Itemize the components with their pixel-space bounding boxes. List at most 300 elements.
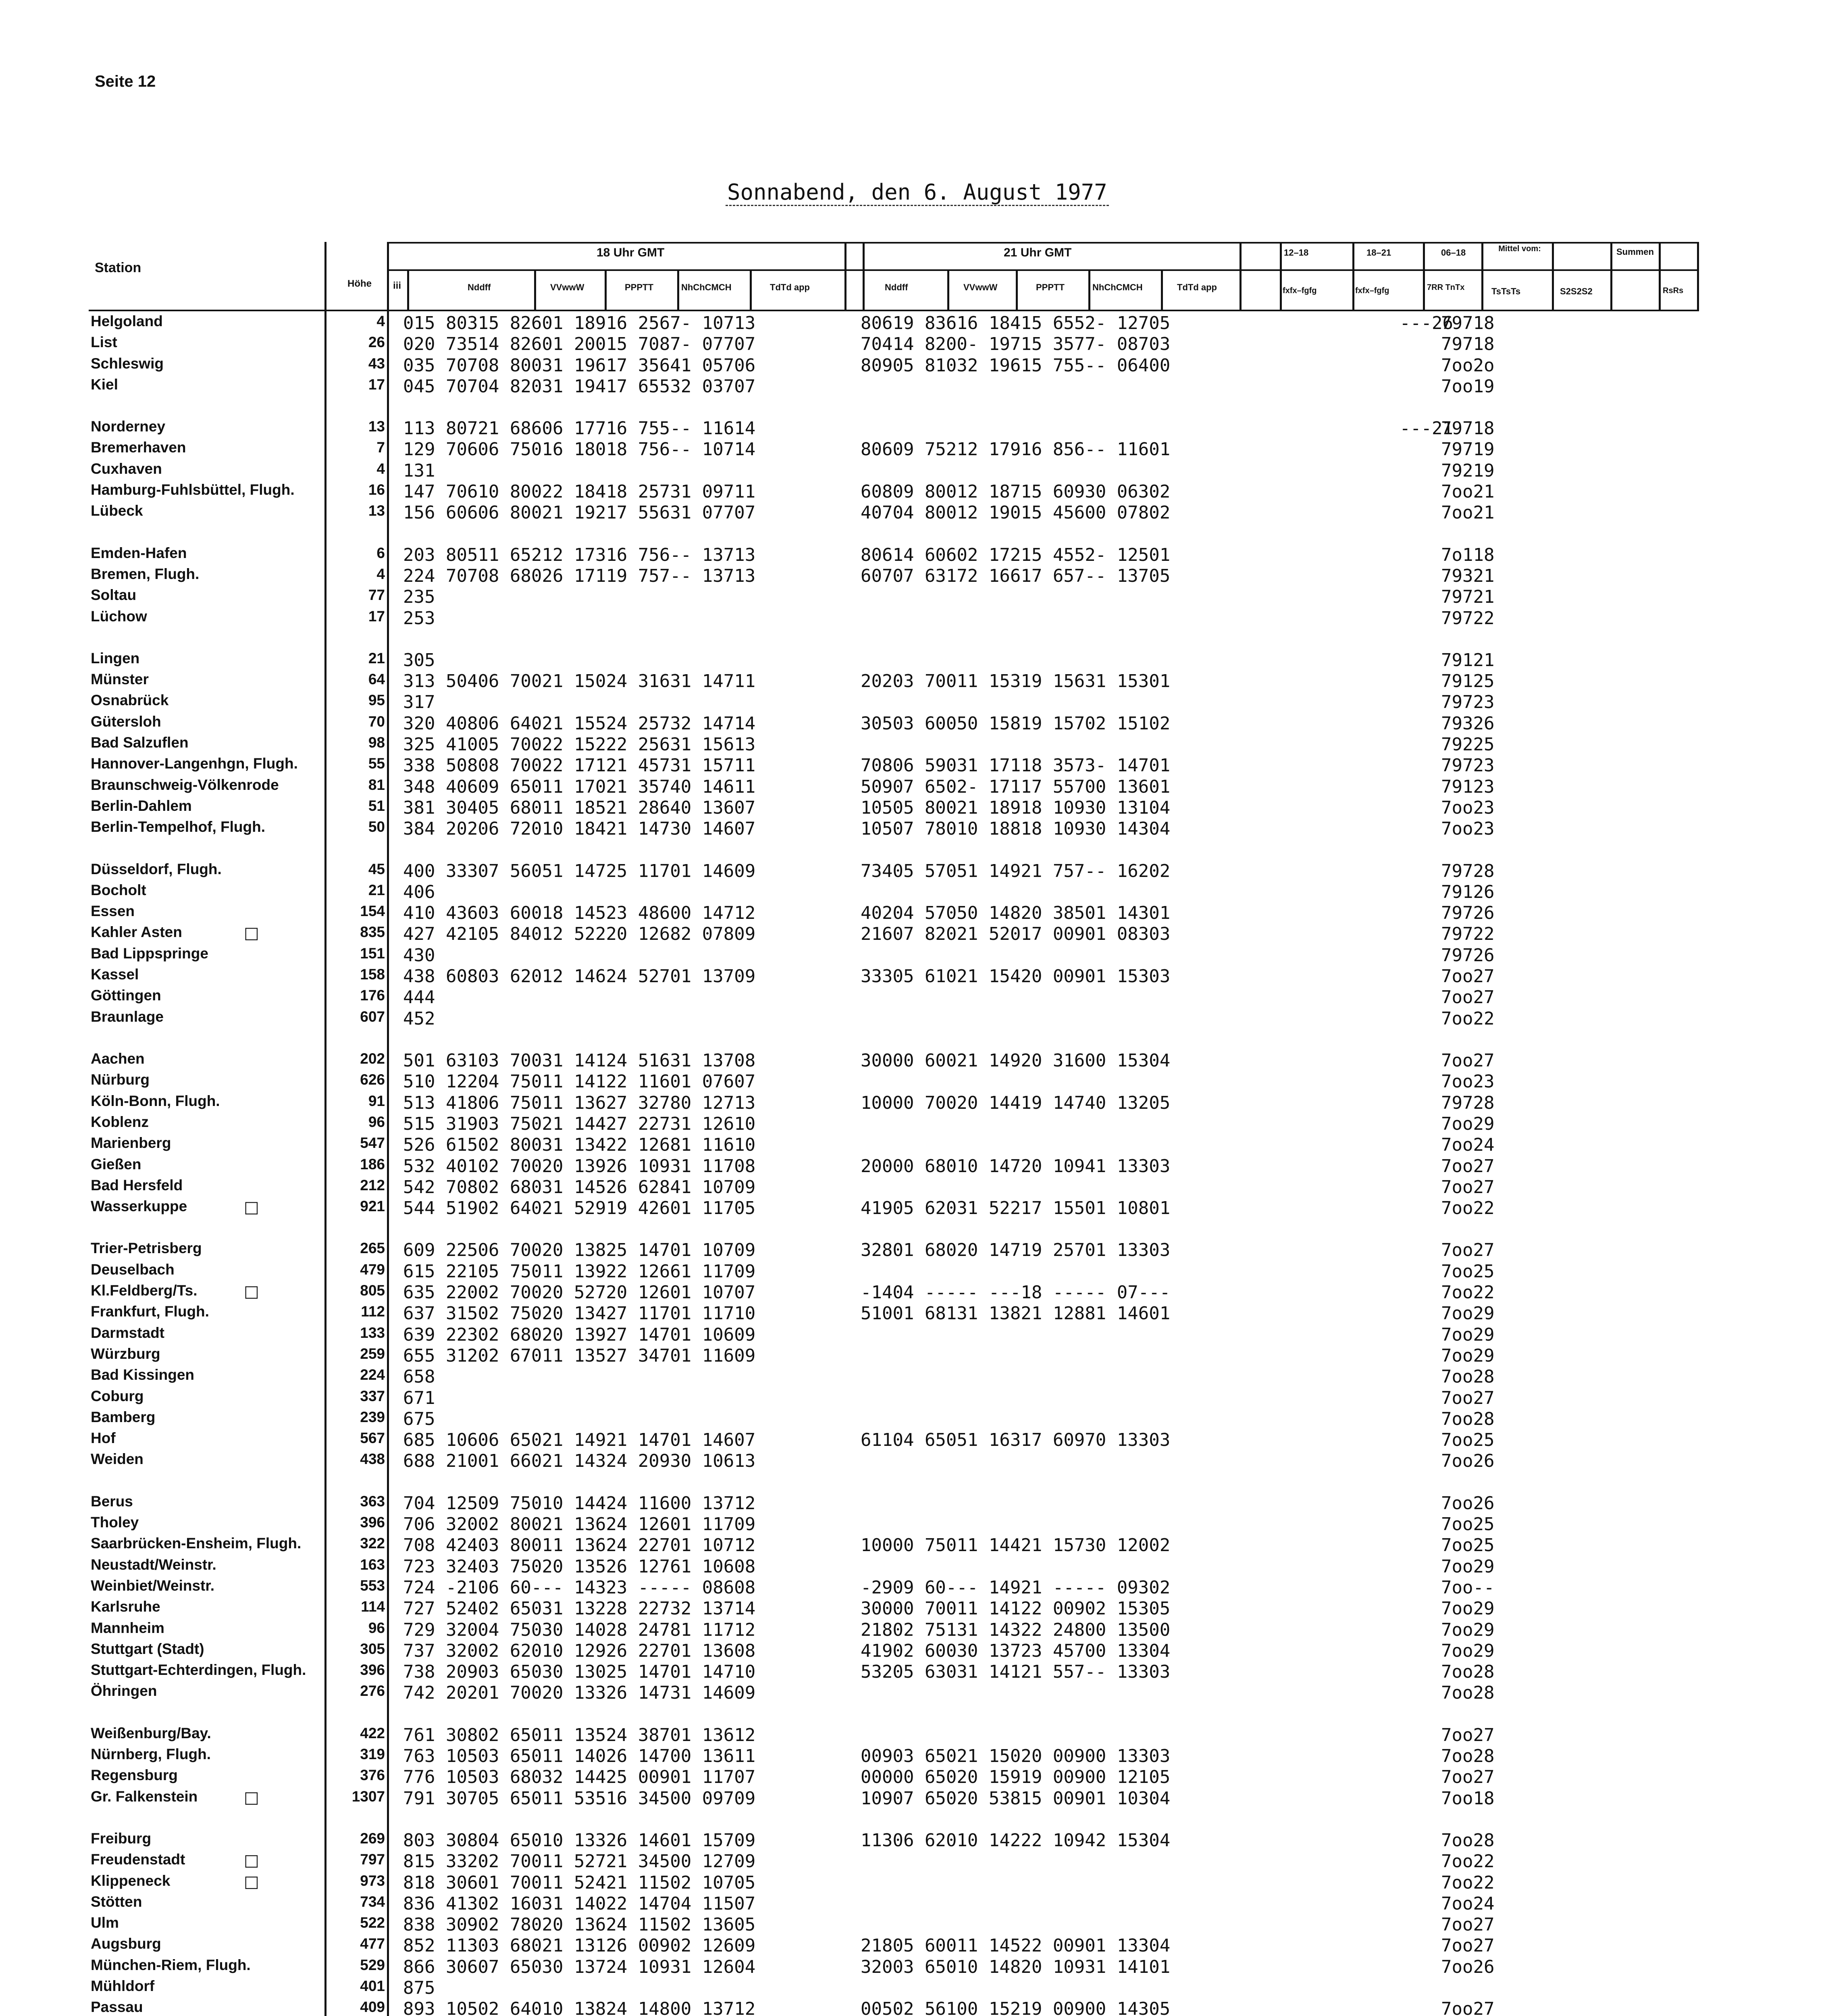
synop-21-utc: 30000 60021 14920 31600 15304 bbox=[861, 1050, 1171, 1071]
synop-21-utc: 70414 8200- 19715 3577- 08703 bbox=[861, 334, 1171, 354]
station-elevation: 921 bbox=[360, 1198, 385, 1214]
daily-summary-value: 79326 bbox=[1441, 713, 1495, 734]
synop-21-utc: 80609 75212 17916 856-- 11601 bbox=[861, 439, 1171, 460]
table-row bbox=[0, 313, 1826, 334]
station-name: Lingen bbox=[91, 650, 140, 666]
header-mid-line bbox=[387, 269, 1699, 271]
header-mittel: Mittel vom: bbox=[1498, 244, 1541, 253]
header-nh-18: NhChCMCH bbox=[681, 282, 732, 292]
header-top-line bbox=[387, 242, 1699, 244]
table-row bbox=[0, 481, 1826, 502]
synop-18-utc: 639 22302 68020 13927 14701 10609 bbox=[403, 1325, 756, 1345]
table-row bbox=[0, 1620, 1826, 1641]
daily-summary-value: 7oo21 bbox=[1441, 481, 1495, 502]
daily-summary-value: 79219 bbox=[1441, 460, 1495, 481]
table-row bbox=[0, 1493, 1826, 1514]
header-ts: TsTsTs bbox=[1491, 286, 1521, 296]
header-hoehe: Höhe bbox=[347, 278, 372, 289]
daily-summary-value: 79723 bbox=[1441, 755, 1495, 776]
station-elevation: 522 bbox=[360, 1914, 385, 1931]
table-row bbox=[0, 1641, 1826, 1662]
synop-21-utc: 60707 63172 16617 657-- 13705 bbox=[861, 566, 1171, 586]
header-tdtd-21: TdTd app bbox=[1177, 282, 1217, 292]
station-elevation: 43 bbox=[368, 355, 385, 372]
daily-summary-value: 79126 bbox=[1441, 882, 1495, 902]
table-row bbox=[0, 1071, 1826, 1092]
synop-21-utc: -1404 ----- ---18 ----- 07--- bbox=[861, 1282, 1171, 1303]
station-elevation: 422 bbox=[360, 1725, 385, 1741]
table-row bbox=[0, 1514, 1826, 1535]
col-line-end bbox=[1697, 242, 1699, 310]
header-nh-21: NhChCMCH bbox=[1092, 282, 1143, 292]
station-elevation: 96 bbox=[368, 1114, 385, 1130]
synop-21-utc: 32003 65010 14820 10931 14101 bbox=[861, 1957, 1171, 1977]
table-row bbox=[0, 818, 1826, 839]
station-elevation: 163 bbox=[360, 1556, 385, 1573]
synop-21-utc: 32801 68020 14719 25701 13303 bbox=[861, 1240, 1171, 1260]
daily-summary-value: 7oo28 bbox=[1441, 1409, 1495, 1429]
header-iii: iii bbox=[393, 280, 401, 291]
daily-summary-value: 7oo27 bbox=[1441, 1156, 1495, 1177]
station-name: Stötten bbox=[91, 1893, 142, 1910]
station-elevation: 4 bbox=[376, 460, 385, 477]
col-line-ff2 bbox=[1352, 242, 1354, 310]
table-row bbox=[0, 1746, 1826, 1767]
col-line-h18-4 bbox=[750, 270, 752, 310]
col-line-mittel bbox=[1481, 242, 1483, 310]
daily-summary-value: 79726 bbox=[1441, 945, 1495, 966]
table-row bbox=[0, 1725, 1826, 1746]
daily-summary-value: 79728 bbox=[1441, 861, 1495, 881]
col-line-21-end bbox=[1240, 242, 1242, 310]
header-bottom-line bbox=[89, 310, 1699, 311]
synop-18-utc: 737 32002 62010 12926 22701 13608 bbox=[403, 1641, 756, 1661]
col-line-21-start bbox=[863, 242, 865, 310]
daily-summary-value: 7oo2o bbox=[1441, 355, 1495, 376]
header-vvwww-21: VVwwW bbox=[963, 282, 998, 292]
table-row bbox=[0, 1388, 1826, 1409]
station-elevation: 95 bbox=[368, 692, 385, 708]
table-row bbox=[0, 1156, 1826, 1177]
synop-21-utc: 80619 83616 18415 6552- 12705 bbox=[861, 313, 1171, 333]
daily-summary-value: 7oo26 bbox=[1441, 1957, 1495, 1977]
station-name: Kassel bbox=[91, 966, 139, 983]
table-row bbox=[0, 1978, 1826, 1999]
table-row bbox=[0, 439, 1826, 460]
daily-summary-value: 7oo25 bbox=[1441, 1535, 1495, 1556]
station-elevation: 98 bbox=[368, 734, 385, 751]
col-line-h18-1 bbox=[534, 270, 536, 310]
table-row bbox=[0, 1957, 1826, 1978]
station-name: Lübeck bbox=[91, 502, 143, 519]
synop-18-utc: 438 60803 62012 14624 52701 13709 bbox=[403, 966, 756, 987]
synop-18-utc: 131 bbox=[403, 460, 435, 481]
synop-21-utc: 73405 57051 14921 757-- 16202 bbox=[861, 861, 1171, 881]
station-name: Weiden bbox=[91, 1451, 144, 1467]
mountain-station-marker: □ bbox=[244, 1872, 259, 1891]
synop-18-utc: 501 63103 70031 14124 51631 13708 bbox=[403, 1050, 756, 1071]
station-name: Trier-Petrisberg bbox=[91, 1240, 202, 1256]
daily-summary-value: 7oo23 bbox=[1441, 1071, 1495, 1092]
daily-summary-value: 7oo28 bbox=[1441, 1746, 1495, 1766]
synop-18-utc: 671 bbox=[403, 1388, 435, 1408]
table-row bbox=[0, 882, 1826, 903]
station-elevation: 396 bbox=[360, 1662, 385, 1678]
synop-18-utc: 015 80315 82601 18916 2567- 10713 bbox=[403, 313, 756, 333]
synop-21-utc: 30503 60050 15819 15702 15102 bbox=[861, 713, 1171, 734]
table-row bbox=[0, 1556, 1826, 1577]
station-elevation: 607 bbox=[360, 1008, 385, 1025]
table-row bbox=[0, 1830, 1826, 1851]
daily-summary-value: 79722 bbox=[1441, 608, 1495, 629]
col-line-ts bbox=[1552, 242, 1554, 310]
station-name: Bad Lippspringe bbox=[91, 945, 208, 962]
daily-summary-value: 79722 bbox=[1441, 924, 1495, 944]
daily-summary-value: 7oo26 bbox=[1441, 1493, 1495, 1514]
station-name: Passau bbox=[91, 1999, 143, 2015]
table-row bbox=[0, 1177, 1826, 1198]
synop-18-utc: 113 80721 68606 17716 755-- 11614 bbox=[403, 418, 756, 439]
daily-summary-value: 7oo25 bbox=[1441, 1430, 1495, 1450]
synop-18-utc: 325 41005 70022 15222 25631 15613 bbox=[403, 734, 756, 755]
header-pppt-18: PPPTT bbox=[625, 282, 653, 292]
station-name: Soltau bbox=[91, 587, 137, 603]
station-name: Stuttgart (Stadt) bbox=[91, 1641, 204, 1657]
station-elevation: 477 bbox=[360, 1935, 385, 1952]
station-name: Bocholt bbox=[91, 882, 146, 898]
synop-18-utc: 704 12509 75010 14424 11600 13712 bbox=[403, 1493, 756, 1514]
station-name: Frankfurt, Flugh. bbox=[91, 1303, 209, 1320]
table-row bbox=[0, 1935, 1826, 1956]
col-line-h21-4 bbox=[1161, 270, 1163, 310]
synop-18-utc: 818 30601 70011 52421 11502 10705 bbox=[403, 1872, 756, 1893]
synop-18-utc: 791 30705 65011 53516 34500 09709 bbox=[403, 1788, 756, 1809]
synop-21-utc: 10000 70020 14419 14740 13205 bbox=[861, 1093, 1171, 1113]
station-elevation: 45 bbox=[368, 861, 385, 877]
station-elevation: 186 bbox=[360, 1156, 385, 1173]
synop-18-utc: 444 bbox=[403, 987, 435, 1008]
col-line-h21-3 bbox=[1088, 270, 1090, 310]
station-name: Berlin-Tempelhof, Flugh. bbox=[91, 818, 266, 835]
station-name: Tholey bbox=[91, 1514, 139, 1531]
daily-summary-value: 7oo25 bbox=[1441, 1261, 1495, 1282]
mountain-station-marker: □ bbox=[244, 1851, 259, 1870]
synop-21-utc: 00903 65021 15020 00900 13303 bbox=[861, 1746, 1171, 1766]
station-name: Nürburg bbox=[91, 1071, 150, 1088]
station-name: Gütersloh bbox=[91, 713, 161, 730]
synop-18-utc: 763 10503 65011 14026 14700 13611 bbox=[403, 1746, 756, 1766]
synop-18-utc: 635 22002 70020 52720 12601 10707 bbox=[403, 1282, 756, 1303]
station-name: Gießen bbox=[91, 1156, 141, 1173]
table-row bbox=[0, 713, 1826, 734]
header-vvwww-18: VVwwW bbox=[550, 282, 584, 292]
synop-18-utc: 723 32403 75020 13526 12761 10608 bbox=[403, 1556, 756, 1577]
table-row bbox=[0, 1093, 1826, 1114]
synop-18-utc: 729 32004 75030 14028 24781 11712 bbox=[403, 1620, 756, 1640]
daily-summary-value: 7oo27 bbox=[1441, 1240, 1495, 1260]
station-elevation: 438 bbox=[360, 1451, 385, 1467]
synop-18-utc: 875 bbox=[403, 1978, 435, 1998]
synop-18-utc: 544 51902 64021 52919 42601 11705 bbox=[403, 1198, 756, 1218]
station-elevation: 734 bbox=[360, 1893, 385, 1910]
synop-21-utc: 40704 80012 19015 45600 07802 bbox=[861, 502, 1171, 523]
synop-18-utc: 513 41806 75011 13627 32780 12713 bbox=[403, 1093, 756, 1113]
station-name: Deuselbach bbox=[91, 1261, 175, 1278]
station-name: Gr. Falkenstein bbox=[91, 1788, 198, 1805]
synop-18-utc: 776 10503 68032 14425 00901 11707 bbox=[403, 1767, 756, 1787]
synop-18-utc: 836 41302 16031 14022 14704 11507 bbox=[403, 1893, 756, 1914]
daily-summary-value: 7oo27 bbox=[1441, 1935, 1495, 1956]
synop-18-utc: 313 50406 70021 15024 31631 14711 bbox=[403, 671, 756, 691]
col-line-18-end bbox=[844, 242, 846, 310]
table-row bbox=[0, 861, 1826, 882]
daily-summary-value: 7oo27 bbox=[1441, 1177, 1495, 1198]
station-elevation: 13 bbox=[368, 418, 385, 435]
mountain-station-marker: □ bbox=[244, 1788, 259, 1807]
station-elevation: 276 bbox=[360, 1683, 385, 1699]
synop-18-utc: 452 bbox=[403, 1008, 435, 1029]
station-name: Hamburg-Fuhlsbüttel, Flugh. bbox=[91, 481, 295, 498]
table-row bbox=[0, 1050, 1826, 1071]
col-line-sss bbox=[1610, 242, 1612, 310]
station-name: Bamberg bbox=[91, 1409, 156, 1425]
daily-summary-value: 7oo-- bbox=[1441, 1577, 1495, 1598]
station-elevation: 376 bbox=[360, 1767, 385, 1783]
table-row bbox=[0, 1851, 1826, 1872]
table-row bbox=[0, 587, 1826, 608]
station-name: List bbox=[91, 334, 117, 350]
daily-summary-value: 79718 bbox=[1441, 334, 1495, 354]
synop-21-utc: 41902 60030 13723 45700 13304 bbox=[861, 1641, 1171, 1661]
synop-18-utc: 742 20201 70020 13326 14731 14609 bbox=[403, 1683, 756, 1703]
daily-summary-value: 7oo22 bbox=[1441, 1851, 1495, 1872]
synop-21-utc: 00000 65020 15919 00900 12105 bbox=[861, 1767, 1171, 1787]
station-elevation: 269 bbox=[360, 1830, 385, 1847]
station-name: Bad Hersfeld bbox=[91, 1177, 183, 1193]
header-tdtd-18: TdTd app bbox=[770, 282, 810, 292]
station-name: Kahler Asten bbox=[91, 924, 182, 940]
station-name: Karlsruhe bbox=[91, 1598, 160, 1615]
daily-summary-value: 7oo29 bbox=[1441, 1303, 1495, 1324]
station-elevation: 805 bbox=[360, 1282, 385, 1299]
station-name: Düsseldorf, Flugh. bbox=[91, 861, 222, 877]
station-name: Stuttgart-Echterdingen, Flugh. bbox=[91, 1662, 306, 1678]
daily-summary-value: 7oo29 bbox=[1441, 1345, 1495, 1366]
synop-18-utc: 526 61502 80031 13422 12681 11610 bbox=[403, 1135, 756, 1155]
table-row bbox=[0, 1366, 1826, 1387]
table-row bbox=[0, 1345, 1826, 1366]
daily-summary-value: 79718 bbox=[1441, 418, 1495, 439]
daily-summary-value: 7oo18 bbox=[1441, 1788, 1495, 1809]
synop-18-utc: 129 70606 75016 18018 756-- 10714 bbox=[403, 439, 756, 460]
synop-18-utc: 893 10502 64010 13824 14800 13712 bbox=[403, 1999, 756, 2016]
station-name: Regensburg bbox=[91, 1767, 178, 1783]
daily-summary-value: 7oo27 bbox=[1441, 1914, 1495, 1935]
station-elevation: 401 bbox=[360, 1978, 385, 1994]
station-elevation: 114 bbox=[361, 1598, 385, 1615]
synop-18-utc: 348 40609 65011 17021 35740 14611 bbox=[403, 777, 756, 797]
station-elevation: 154 bbox=[360, 903, 385, 919]
table-row bbox=[0, 334, 1826, 355]
synop-21-utc: 21607 82021 52017 00901 08303 bbox=[861, 924, 1171, 944]
table-row bbox=[0, 650, 1826, 671]
synop-18-utc: 317 bbox=[403, 692, 435, 712]
daily-summary-value: 7oo23 bbox=[1441, 798, 1495, 818]
station-name: Cuxhaven bbox=[91, 460, 162, 477]
station-elevation: 17 bbox=[368, 608, 385, 625]
table-row bbox=[0, 1914, 1826, 1935]
station-elevation: 55 bbox=[368, 755, 385, 772]
station-name: Braunschweig-Völkenrode bbox=[91, 777, 279, 793]
table-row bbox=[0, 1430, 1826, 1451]
daily-summary-value: 7oo27 bbox=[1441, 1725, 1495, 1745]
synop-18-utc: 430 bbox=[403, 945, 435, 966]
station-elevation: 17 bbox=[368, 376, 385, 393]
daily-summary-value: 79718 bbox=[1441, 313, 1495, 333]
station-elevation: 112 bbox=[361, 1303, 385, 1320]
station-elevation: 396 bbox=[360, 1514, 385, 1531]
col-line-h21-2 bbox=[1016, 270, 1018, 310]
wind-gust-value: ---21 bbox=[1400, 418, 1453, 439]
synop-18-utc: 515 31903 75021 14427 22731 12610 bbox=[403, 1114, 756, 1134]
table-row bbox=[0, 1662, 1826, 1683]
mountain-station-marker: □ bbox=[244, 1198, 259, 1216]
station-name: Lüchow bbox=[91, 608, 147, 625]
synop-18-utc: 738 20903 65030 13025 14701 14710 bbox=[403, 1662, 756, 1682]
station-name: Emden-Hafen bbox=[91, 545, 187, 561]
table-row bbox=[0, 1767, 1826, 1788]
station-name: Wasserkuppe bbox=[91, 1198, 187, 1214]
synop-18-utc: 338 50808 70022 17121 45731 15711 bbox=[403, 755, 756, 776]
header-sss: S2S2S2 bbox=[1560, 286, 1593, 296]
station-name: Neustadt/Weinstr. bbox=[91, 1556, 216, 1573]
daily-summary-value: 7oo27 bbox=[1441, 1999, 1495, 2016]
station-name: Weinbiet/Weinstr. bbox=[91, 1577, 215, 1594]
daily-summary-value: 7oo28 bbox=[1441, 1830, 1495, 1851]
synop-18-utc: 253 bbox=[403, 608, 435, 629]
station-name: Koblenz bbox=[91, 1114, 149, 1130]
station-elevation: 51 bbox=[368, 798, 385, 814]
station-elevation: 265 bbox=[360, 1240, 385, 1256]
station-elevation: 529 bbox=[360, 1957, 385, 1973]
table-row bbox=[0, 924, 1826, 945]
table-row bbox=[0, 1683, 1826, 1704]
station-name: Nürnberg, Flugh. bbox=[91, 1746, 211, 1762]
synop-18-utc: 320 40806 64021 15524 25732 14714 bbox=[403, 713, 756, 734]
daily-summary-value: 7oo29 bbox=[1441, 1114, 1495, 1134]
station-name: Bremerhaven bbox=[91, 439, 186, 456]
station-elevation: 547 bbox=[360, 1135, 385, 1151]
header-nddff-18: Nddff bbox=[468, 282, 491, 292]
table-row bbox=[0, 1303, 1826, 1324]
daily-summary-value: 7oo28 bbox=[1441, 1662, 1495, 1682]
table-row bbox=[0, 460, 1826, 481]
table-row bbox=[0, 376, 1826, 397]
station-elevation: 797 bbox=[360, 1851, 385, 1868]
synop-18-utc: 224 70708 68026 17119 757-- 13713 bbox=[403, 566, 756, 586]
table-row bbox=[0, 1114, 1826, 1135]
table-row bbox=[0, 545, 1826, 566]
station-name: Göttingen bbox=[91, 987, 161, 1004]
station-elevation: 202 bbox=[360, 1050, 385, 1067]
header-period-12-18: 12–18 bbox=[1284, 248, 1309, 258]
table-row bbox=[0, 1409, 1826, 1430]
synop-18-utc: 615 22105 75011 13922 12661 11709 bbox=[403, 1261, 756, 1282]
table-row bbox=[0, 418, 1826, 439]
station-name: Bad Salzuflen bbox=[91, 734, 189, 751]
synop-18-utc: 708 42403 80011 13624 22701 10712 bbox=[403, 1535, 756, 1556]
synop-21-utc: 51001 68131 13821 12881 14601 bbox=[861, 1303, 1171, 1324]
table-row bbox=[0, 1535, 1826, 1556]
station-elevation: 1307 bbox=[351, 1788, 385, 1805]
synop-18-utc: 609 22506 70020 13825 14701 10709 bbox=[403, 1240, 756, 1260]
col-line-rs bbox=[1659, 242, 1661, 310]
daily-summary-value: 7oo22 bbox=[1441, 1198, 1495, 1218]
daily-summary-value: 7oo26 bbox=[1441, 1451, 1495, 1471]
synop-21-utc: 60809 80012 18715 60930 06302 bbox=[861, 481, 1171, 502]
table-row bbox=[0, 734, 1826, 755]
synop-21-utc: 11306 62010 14222 10942 15304 bbox=[861, 1830, 1171, 1851]
synop-18-utc: 406 bbox=[403, 882, 435, 902]
station-name: Klippeneck bbox=[91, 1872, 171, 1889]
daily-summary-value: 7oo27 bbox=[1441, 1388, 1495, 1408]
daily-summary-value: 7o118 bbox=[1441, 545, 1495, 565]
synop-18-utc: 532 40102 70020 13926 10931 11708 bbox=[403, 1156, 756, 1177]
station-name: Münster bbox=[91, 671, 149, 687]
station-name: Helgoland bbox=[91, 313, 163, 329]
col-line-h18-3 bbox=[677, 270, 679, 310]
synop-21-utc: 40204 57050 14820 38501 14301 bbox=[861, 903, 1171, 923]
table-row bbox=[0, 1282, 1826, 1303]
station-elevation: 409 bbox=[360, 1999, 385, 2015]
daily-summary-value: 79125 bbox=[1441, 671, 1495, 691]
table-row bbox=[0, 777, 1826, 798]
station-name: Bremen, Flugh. bbox=[91, 566, 200, 582]
station-name: Öhringen bbox=[91, 1683, 157, 1699]
table-row bbox=[0, 966, 1826, 987]
station-name: Ulm bbox=[91, 1914, 119, 1931]
station-elevation: 21 bbox=[368, 650, 385, 666]
synop-21-utc: 53205 63031 14121 557-- 13303 bbox=[861, 1662, 1171, 1682]
col-line-iii bbox=[407, 270, 409, 310]
daily-summary-value: 7oo25 bbox=[1441, 1514, 1495, 1535]
synop-18-utc: 685 10606 65021 14921 14701 14607 bbox=[403, 1430, 756, 1450]
table-row bbox=[0, 566, 1826, 587]
header-rrr: 7RR TnTx bbox=[1427, 283, 1465, 292]
mountain-station-marker: □ bbox=[244, 924, 259, 942]
synop-18-utc: 706 32002 80021 13624 12601 11709 bbox=[403, 1514, 756, 1535]
daily-summary-value: 79728 bbox=[1441, 1093, 1495, 1113]
station-elevation: 224 bbox=[360, 1366, 385, 1383]
station-elevation: 158 bbox=[360, 966, 385, 983]
station-elevation: 50 bbox=[368, 818, 385, 835]
table-row bbox=[0, 945, 1826, 966]
daily-summary-value: 7oo27 bbox=[1441, 1050, 1495, 1071]
daily-summary-value: 79121 bbox=[1441, 650, 1495, 671]
synop-18-utc: 688 21001 66021 14324 20930 10613 bbox=[403, 1451, 756, 1471]
table-row bbox=[0, 1135, 1826, 1156]
daily-summary-value: 79321 bbox=[1441, 566, 1495, 586]
daily-summary-value: 7oo28 bbox=[1441, 1366, 1495, 1387]
station-name: Köln-Bonn, Flugh. bbox=[91, 1093, 220, 1109]
daily-summary-value: 79721 bbox=[1441, 587, 1495, 607]
daily-summary-value: 7oo29 bbox=[1441, 1641, 1495, 1661]
table-row bbox=[0, 1451, 1826, 1472]
table-row bbox=[0, 1577, 1826, 1598]
station-name: Mannheim bbox=[91, 1620, 164, 1636]
station-name: Freudenstadt bbox=[91, 1851, 185, 1868]
synop-18-utc: 203 80511 65212 17316 756-- 13713 bbox=[403, 545, 756, 565]
